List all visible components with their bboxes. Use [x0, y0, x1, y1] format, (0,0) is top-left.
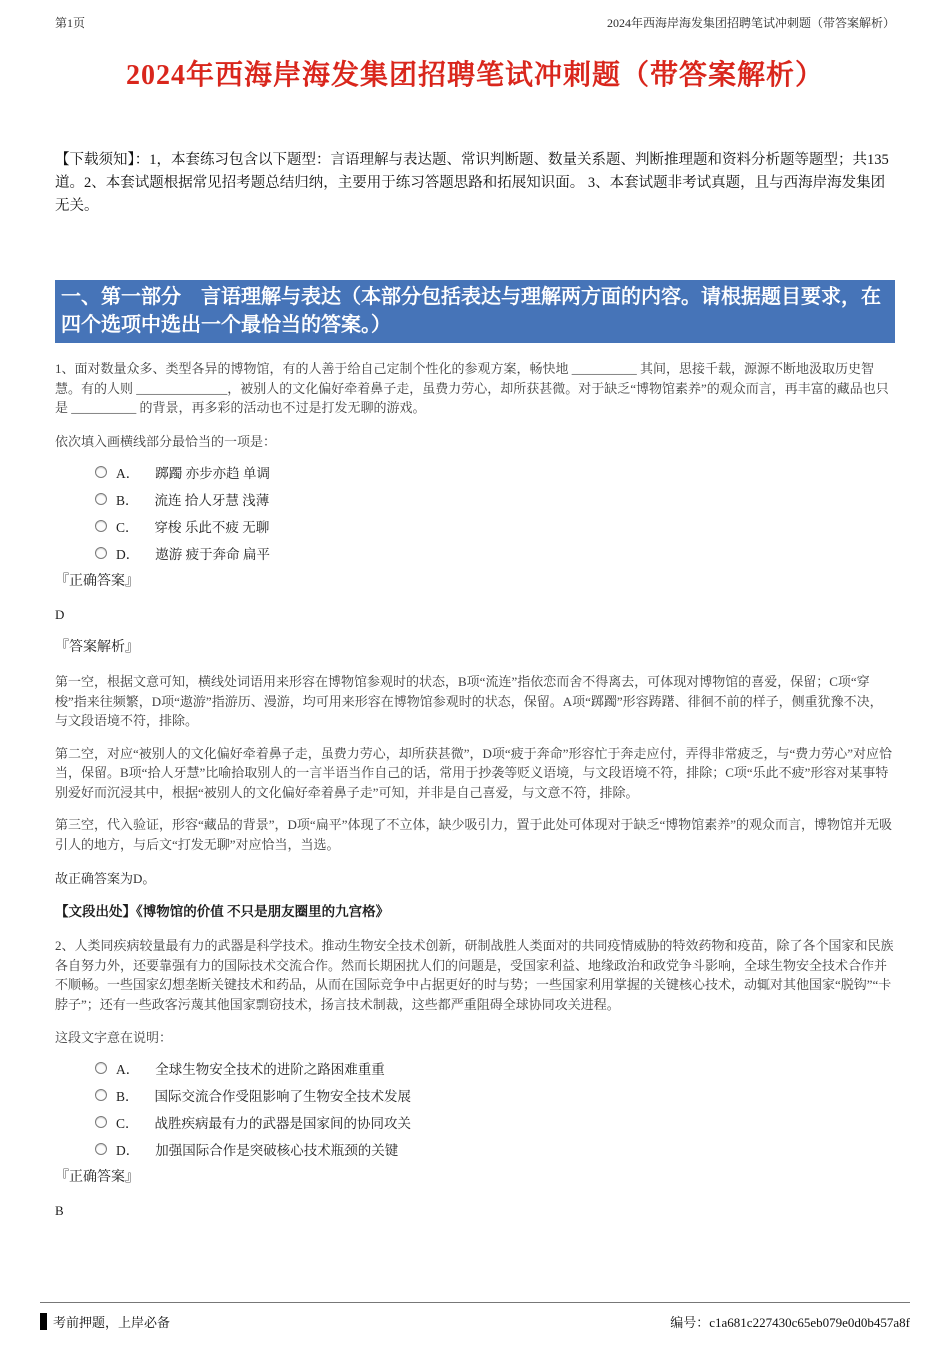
option-row	[95, 544, 895, 562]
option-row	[95, 517, 895, 535]
option-text: 遨游 疲于奔命 扁平	[155, 546, 270, 562]
question-text: 2、人类同疾病较量最有力的武器是科学技术。推动生物安全技术创新，研制战胜人类面对的共同疫情威胁的特效药物和疫苗，除了各个国家和民族各自努力外，还要靠强有力的国际技术交流合作。然而长期困扰人们的问题是，受国家利益、地缘政治和政党争斗影响，全球生物安全技术合作并不顺畅。一些国家幻想垄断关键技术和药品，从而在国际竞争中占据更好的时与势；一些国家利用掌握的关键核心技术，动辄对其他国家“脱钩”“卡脖子”；还有一些政客污蔑其他国家剽窃技术，扬言技术制裁，这些都严重阻碍全球协同攻关进程。	[55, 938, 894, 1012]
option-text: 全球生物安全技术的进阶之路困难重重	[155, 1062, 385, 1078]
option-text: 加强国际合作是突破核心技术瓶颈的关键	[155, 1143, 399, 1159]
option-row	[95, 1059, 895, 1077]
footer-left	[40, 1312, 170, 1331]
option-text: 流连 拾人牙慧 浅薄	[154, 492, 270, 508]
correct-answer-label: 『正确答案』	[55, 573, 139, 589]
option-text: 踯躅 亦步亦趋 单调	[155, 465, 270, 481]
option-letter: A．	[116, 1062, 140, 1078]
footer-bar-icon	[40, 1313, 47, 1330]
options-list	[95, 1059, 895, 1158]
section-heading: 一、第一部分 言语理解与表达（本部分包括表达与理解两方面的内容。请根据题目要求，在四个选项中选出一个最恰当的答案。）	[55, 280, 895, 343]
question-2	[55, 936, 895, 1221]
page-number: 第1页	[55, 16, 86, 30]
analysis-label: 『答案解析』	[55, 640, 139, 656]
option-letter: B．	[116, 492, 139, 508]
option-letter: D．	[116, 546, 140, 562]
question-1	[55, 359, 895, 920]
analysis-paragraph: 第二空，对应“被别人的文化偏好牵着鼻子走，虽费力劳心，却所获甚微”，D项“疲于奔命”形容忙于奔走应付，弄得非常疲乏，与“费力劳心”对应恰当，保留。B项“拾人牙慧”比喻拾取别人的一言半语当作自己的话，常用于抄袭等贬义语境，与文段语境不符，排除；C项“乐此不疲”形容对某事特别爱好而沉浸其中，根据“被别人的文化偏好牵着鼻子走”可知，并非是自己喜爱，与文意不符，排除。	[55, 745, 893, 800]
analysis-paragraph: 第三空，代入验证，形容“藏品的背景”，D项“扁平”体现了不立体，缺少吸引力，置于此处可体现对于缺乏“博物馆素养”的观众而言，博物馆并无吸引人的地方，与后文“打发无聊”对应恰当，当选。	[55, 817, 893, 852]
download-notice: 【下载须知】：1，本套练习包含以下题型：言语理解与表达题、常识判断题、数量关系题、判断推理题和资料分析题等题型；共135道。2、本套试题根据常见招考题总结归纳，主要用于练习答题思路和拓展知识面。 3、本套试题非考试真题，且与西海岸海发集团无关。	[55, 152, 889, 214]
correct-answer-value: B	[55, 1203, 64, 1219]
option-letter: A．	[116, 465, 140, 481]
page-title: 2024年西海岸海发集团招聘笔试冲刺题（带答案解析）	[125, 60, 824, 91]
option-row	[95, 463, 895, 481]
option-text: 穿梭 乐此不疲 无聊	[154, 519, 270, 535]
option-text: 国际交流合作受阻影响了生物安全技术发展	[154, 1089, 412, 1105]
option-letter: B．	[116, 1089, 139, 1105]
correct-answer-label: 『正确答案』	[55, 1170, 139, 1186]
footer-number-value: c1a681c227430c65eb079e0d0b457a8f	[709, 1315, 910, 1330]
footer-number-label: 编号：	[670, 1315, 710, 1330]
analysis-paragraph: 第一空，根据文意可知，横线处词语用来形容在博物馆参观时的状态，B项“流连”指依恋而舍不得离去，可体现对博物馆的喜爱，保留；C项“穿梭”指来往频繁，D项“遨游”指游历、漫游，均可用来形容在博物馆参观时的状态，保留。A项“踯躅”形容踌躇、徘徊不前的样子，侧重犹豫不决，与文段语境不符，排除。	[55, 674, 883, 729]
option-row	[95, 1086, 895, 1104]
page-header	[55, 0, 895, 31]
option-row	[95, 1113, 895, 1131]
radio-button[interactable]	[95, 520, 107, 532]
option-row	[95, 1140, 895, 1158]
option-letter: C．	[116, 519, 139, 535]
radio-button[interactable]	[95, 547, 107, 559]
options-list	[95, 463, 895, 562]
option-letter: C．	[116, 1116, 139, 1132]
radio-button[interactable]	[95, 1062, 107, 1074]
radio-button[interactable]	[95, 493, 107, 505]
radio-button[interactable]	[95, 1116, 107, 1128]
option-letter: D．	[116, 1143, 140, 1159]
conclusion-text: 故正确答案为D。	[55, 871, 156, 887]
footer-slogan: 考前押题，上岸必备	[53, 1315, 171, 1330]
header-doc-title: 2024年西海岸海发集团招聘笔试冲刺题（带答案解析）	[606, 16, 895, 30]
source-reference: 【文段出处】《博物馆的价值 不只是朋友圈里的九宫格》	[55, 904, 390, 920]
correct-answer-value: D	[55, 606, 65, 622]
footer-right	[670, 1312, 910, 1331]
radio-button[interactable]	[95, 1089, 107, 1101]
option-row	[95, 490, 895, 508]
question-prompt: 依次填入画横线部分最恰当的一项是：	[55, 433, 277, 449]
question-prompt: 这段文字意在说明：	[55, 1030, 173, 1046]
question-text: 1、面对数量众多、类型各异的博物馆，有的人善于给自己定制个性化的参观方案，畅快地 __________ 其间，思接千载，源源不断地汲取历史智慧。有的人则 ______________，被别人的文化偏好牵着鼻子走，虽费力劳心，却所获甚微。对于缺乏“博物馆素养”的观众而言，再丰富的藏品也只是 __________ 的背景，再多彩的活动也不过是打发无聊的游戏。	[55, 361, 889, 416]
option-text: 战胜疾病最有力的武器是国家间的协同攻关	[154, 1116, 412, 1132]
radio-button[interactable]	[95, 1143, 107, 1155]
page-footer	[40, 1302, 910, 1331]
radio-button[interactable]	[95, 466, 107, 478]
